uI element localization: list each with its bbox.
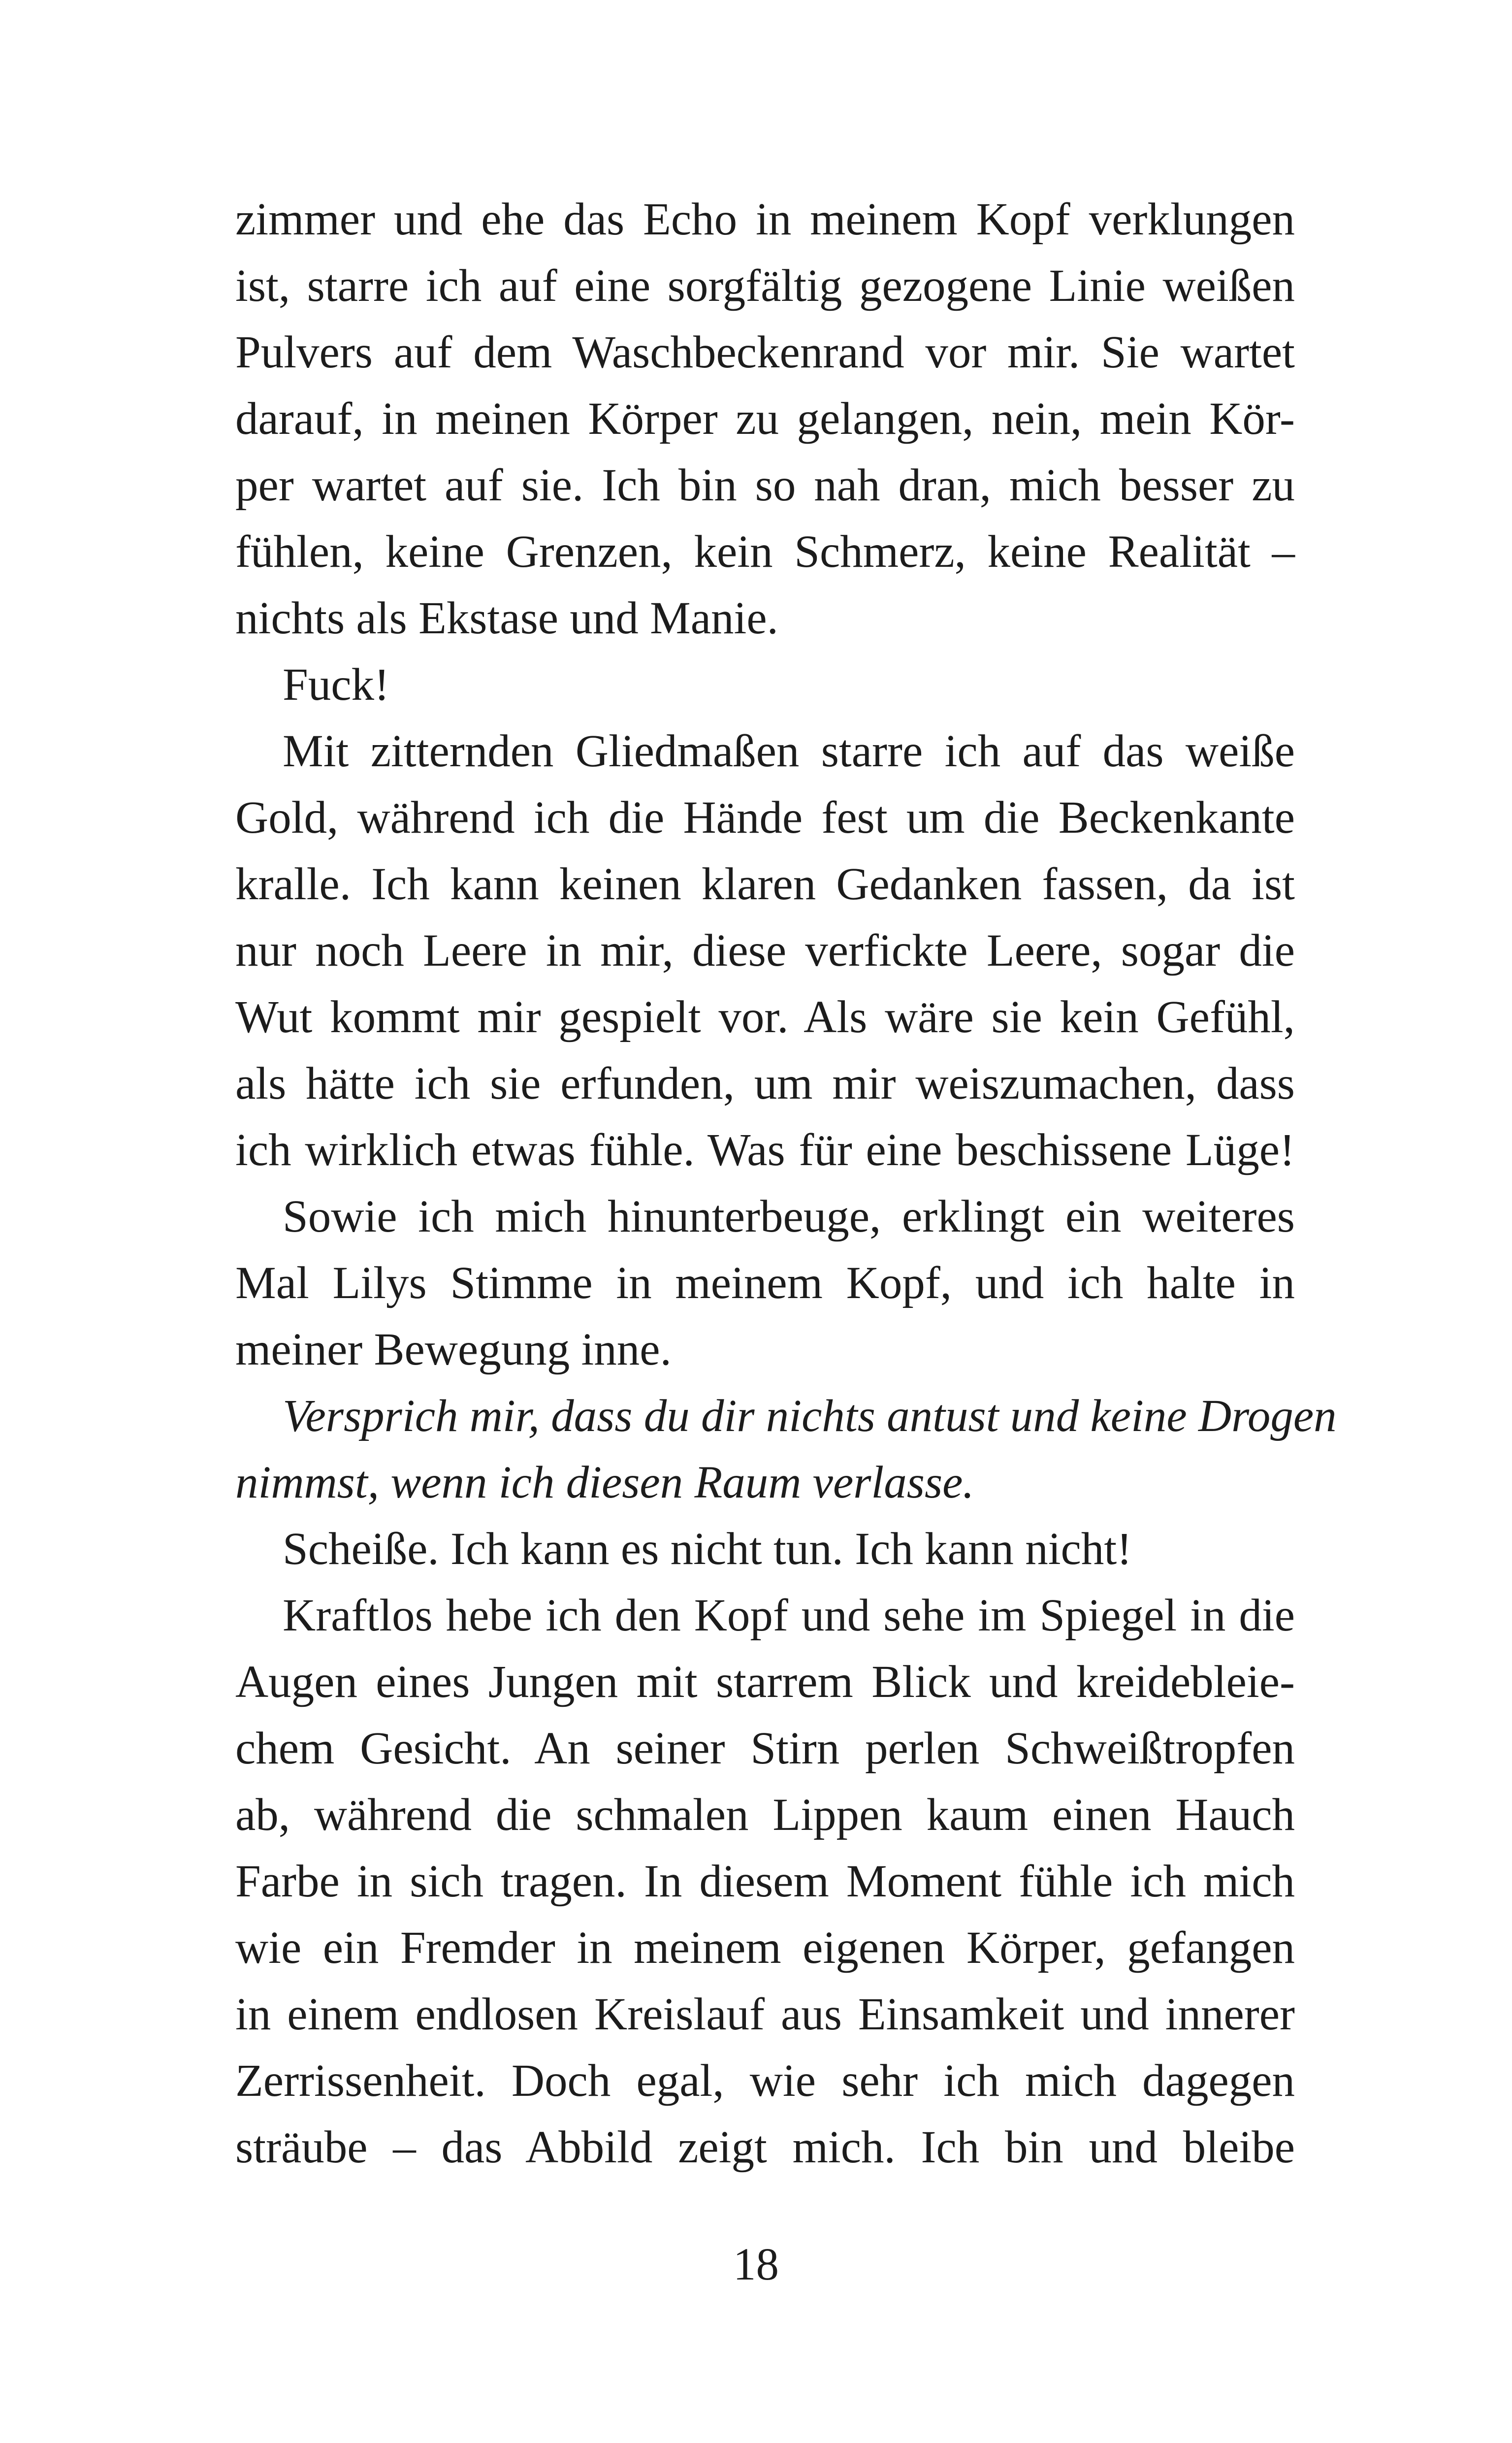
text-line: Mit zitternden Gliedmaßen starre ich auf das weiße: [283, 726, 1295, 777]
text-line: Augen eines Jungen mit starrem Blick und kreidebleie-: [235, 1657, 1295, 1707]
text-line: nur noch Leere in mir, diese verfickte Leere, sogar die: [235, 925, 1295, 976]
text-line: Pulvers auf dem Waschbeckenrand vor mir. Sie wartet: [235, 327, 1295, 378]
text-line: zimmer und ehe das Echo in meinem Kopf verklungen: [235, 194, 1295, 245]
text-line: kralle. Ich kann keinen klaren Gedanken fassen, da ist: [235, 859, 1295, 910]
text-line: Sowie ich mich hinunterbeuge, erklingt ein weiteres: [283, 1191, 1295, 1242]
text-line: ist, starre ich auf eine sorgfältig gezogene Linie weißen: [235, 261, 1295, 311]
text-line: Scheiße. Ich kann es nicht tun. Ich kann nicht!: [283, 1524, 1132, 1574]
text-line: nichts als Ekstase und Manie.: [235, 593, 778, 644]
text-line: Mal Lilys Stimme in meinem Kopf, und ich halte in: [235, 1258, 1295, 1308]
text-line: Versprich mir, dass du dir nichts antust und keine Drogen: [283, 1391, 1337, 1441]
text-line: Gold, während ich die Hände fest um die Beckenkante: [235, 792, 1295, 843]
text-line: Wut kommt mir gespielt vor. Als wäre sie kein Gefühl,: [235, 992, 1295, 1042]
text-line: wie ein Fremder in meinem eigenen Körper, gefangen: [235, 1922, 1295, 1973]
text-line: in einem endlosen Kreislauf aus Einsamkeit und innerer: [235, 1989, 1295, 2040]
text-line: fühlen, keine Grenzen, kein Schmerz, keine Realität –: [235, 526, 1295, 577]
text-line: nimmst, wenn ich diesen Raum verlasse.: [235, 1457, 974, 1508]
text-line: Farbe in sich tragen. In diesem Moment fühle ich mich: [235, 1856, 1295, 1907]
page-body-text: [235, 186, 1337, 2181]
page-number: 18: [733, 2239, 779, 2290]
text-line: Fuck!: [283, 659, 389, 710]
text-line: Kraftlos hebe ich den Kopf und sehe im Spiegel in die: [283, 1590, 1295, 1641]
text-line: ich wirklich etwas fühle. Was für eine beschissene Lüge!: [235, 1125, 1295, 1175]
text-line: sträube – das Abbild zeigt mich. Ich bin und bleibe: [235, 2122, 1295, 2173]
text-line: chem Gesicht. An seiner Stirn perlen Schweißtropfen: [235, 1723, 1295, 1774]
text-line: darauf, in meinen Körper zu gelangen, nein, mein Kör-: [235, 393, 1295, 444]
text-line: per wartet auf sie. Ich bin so nah dran, mich besser zu: [235, 460, 1295, 511]
text-line: Zerrissenheit. Doch egal, wie sehr ich mich dagegen: [235, 2055, 1295, 2106]
text-line: meiner Bewegung inne.: [235, 1324, 672, 1375]
text-line: ab, während die schmalen Lippen kaum einen Hauch: [235, 1790, 1295, 1840]
text-line: als hätte ich sie erfunden, um mir weiszumachen, dass: [235, 1058, 1295, 1109]
